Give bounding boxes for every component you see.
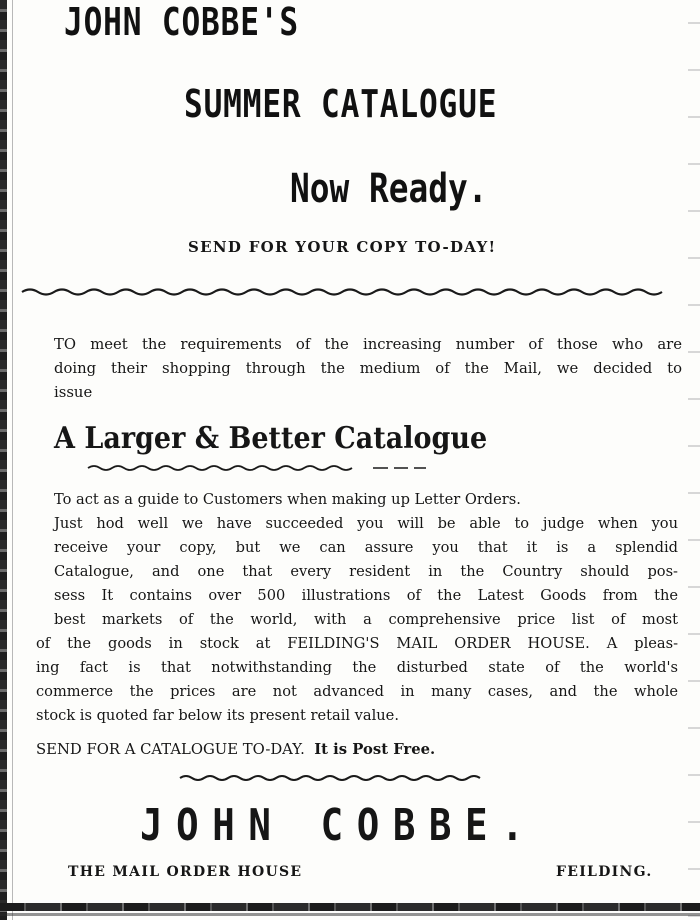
send-catalogue-text: SEND FOR A CATALOGUE TO-DAY.: [36, 741, 305, 758]
send-for-copy-text: SEND FOR YOUR COPY TO-DAY!: [188, 238, 497, 256]
body-line: best markets of the world, with a comprehensive price list of most: [54, 611, 678, 628]
body-line: commerce the prices are not advanced in many cases, and the whole: [36, 683, 678, 700]
body-line: sess It contains over 500 illustrations of the Latest Goods from the: [54, 587, 678, 604]
wavy-divider-top: [22, 284, 672, 298]
send-for-catalogue-line: [36, 741, 435, 758]
body-line: Just hod well we have succeeded you will be able to judge when you: [54, 515, 678, 532]
intro-paragraph: [54, 333, 682, 405]
heading-summer-catalogue: SUMMER CATALOGUE: [184, 82, 498, 126]
footer-name: JOHN COBBE.: [140, 800, 538, 851]
right-edge: [688, 0, 700, 920]
post-free-text: It is Post Free.: [314, 741, 436, 758]
body-line: Catalogue, and one that every resident in the Country should pos-: [54, 563, 678, 580]
bottom-border-shadow: [0, 913, 700, 916]
left-border: [0, 0, 7, 920]
wavy-divider-feature: [88, 462, 428, 472]
body-line: ing fact is that notwithstanding the disturbed state of the world's: [36, 659, 678, 676]
heading-name: JOHN COBBE'S: [64, 0, 299, 44]
body-paragraph: [36, 488, 678, 728]
body-line: of the goods in stock at FEILDING'S MAIL ORDER HOUSE. A pleas-: [36, 635, 678, 652]
wavy-divider-bottom: [180, 772, 480, 782]
footer-mail-order-house: THE MAIL ORDER HOUSE: [68, 864, 303, 880]
bottom-border: [0, 903, 700, 911]
intro-line: TO meet the requirements of the increasing number of those who are: [54, 336, 682, 353]
footer-town: FEILDING.: [556, 864, 653, 880]
left-border-line: [12, 0, 13, 920]
intro-line: issue: [54, 384, 93, 401]
intro-line: doing their shopping through the medium of the Mail, we decided to: [54, 360, 682, 377]
body-line: stock is quoted far below its present retail value.: [36, 707, 399, 724]
heading-now-ready: Now Ready.: [290, 166, 488, 212]
body-line: To act as a guide to Customers when making up Letter Orders.: [54, 491, 521, 508]
larger-better-catalogue-heading: A Larger & Better Catalogue: [54, 421, 488, 456]
body-line: receive your copy, but we can assure you that it is a splendid: [54, 539, 678, 556]
